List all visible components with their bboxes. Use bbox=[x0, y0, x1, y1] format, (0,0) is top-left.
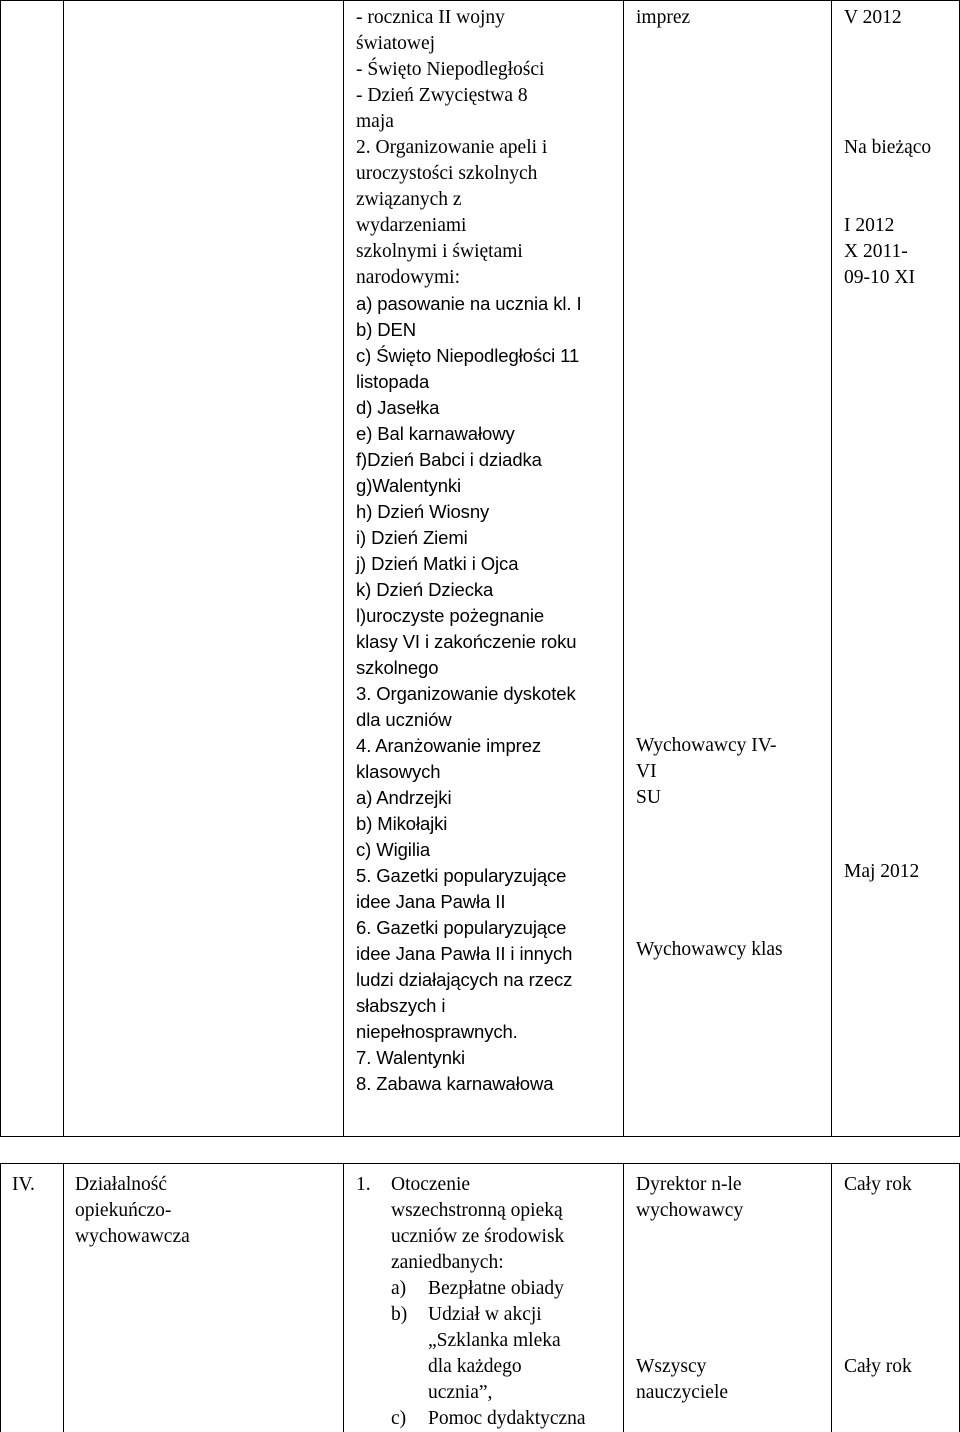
term-line: Maj 2012 bbox=[844, 861, 920, 882]
task-line: b) Mikołajki bbox=[356, 813, 448, 834]
sub-item-marker: b) bbox=[391, 1304, 408, 1325]
task-line: d) Jasełka bbox=[356, 397, 440, 418]
sub-item-line: Bezpłatne obiady bbox=[428, 1278, 564, 1299]
responsible-line: wychowawcy bbox=[636, 1200, 744, 1221]
upper-table-col-area bbox=[63, 0, 344, 1137]
task-line: maja bbox=[356, 111, 394, 132]
item-number: 1. bbox=[356, 1174, 371, 1195]
area-line: Działalność bbox=[75, 1174, 168, 1195]
task-line: idee Jana Pawła II i innych bbox=[356, 943, 573, 964]
term-line: Cały rok bbox=[844, 1356, 912, 1377]
task-line: j) Dzień Matki i Ojca bbox=[356, 553, 519, 574]
task-line: i) Dzień Ziemi bbox=[356, 527, 468, 548]
task-line: klasy VI i zakończenie roku bbox=[356, 631, 577, 652]
sub-item-marker: c) bbox=[391, 1408, 407, 1429]
term-line: I 2012 bbox=[844, 215, 895, 236]
task-line: a) Andrzejki bbox=[356, 787, 452, 808]
task-line: klasowych bbox=[356, 761, 441, 782]
area-line: opiekuńczo- bbox=[75, 1200, 172, 1221]
task-line: h) Dzień Wiosny bbox=[356, 501, 490, 522]
task-line: światowej bbox=[356, 33, 436, 54]
task-line: - Dzień Zwycięstwa 8 bbox=[356, 85, 528, 106]
task-line: niepełnosprawnych. bbox=[356, 1021, 518, 1042]
sub-item-line: Udział w akcji bbox=[428, 1304, 542, 1325]
item-line: wszechstronną opieką bbox=[391, 1200, 563, 1221]
responsible-line: Wychowawcy IV- bbox=[636, 735, 777, 756]
responsible-line: Wszyscy bbox=[636, 1356, 707, 1377]
item-line: Otoczenie bbox=[391, 1174, 471, 1195]
item-line: uczniów ze środowisk bbox=[391, 1226, 565, 1247]
sub-item-line: „Szklanka mleka bbox=[428, 1330, 561, 1351]
task-line: 2. Organizowanie apeli i bbox=[356, 137, 548, 158]
task-line: słabszych i bbox=[356, 995, 446, 1016]
lower-table-col-term bbox=[831, 1163, 960, 1432]
task-line: c) Święto Niepodległości 11 bbox=[356, 345, 580, 366]
sub-item-line: dla każdego bbox=[428, 1356, 522, 1377]
term-line: V 2012 bbox=[844, 7, 902, 28]
term-line: Cały rok bbox=[844, 1174, 912, 1195]
upper-table-col-term bbox=[831, 0, 960, 1137]
term-line: 09-10 XI bbox=[844, 267, 915, 288]
task-line: c) Wigilia bbox=[356, 839, 431, 860]
term-line: X 2011- bbox=[844, 241, 908, 262]
responsible-line: nauczyciele bbox=[636, 1382, 729, 1403]
upper-table-col-responsible bbox=[623, 0, 832, 1137]
task-line: b) DEN bbox=[356, 319, 417, 340]
task-line: dla uczniów bbox=[356, 709, 452, 730]
upper-table-col-number bbox=[0, 0, 64, 1137]
task-line: szkolnymi i świętami bbox=[356, 241, 523, 262]
task-line: - rocznica II wojny bbox=[356, 7, 505, 28]
sub-item-marker: a) bbox=[391, 1278, 407, 1299]
task-line: szkolnego bbox=[356, 657, 439, 678]
task-line: uroczystości szkolnych bbox=[356, 163, 538, 184]
sub-item-line: ucznia”, bbox=[428, 1382, 493, 1403]
task-line: 3. Organizowanie dyskotek bbox=[356, 683, 576, 704]
responsible-line: VI bbox=[636, 761, 657, 782]
task-line: 5. Gazetki popularyzujące bbox=[356, 865, 567, 886]
task-line: l)uroczyste pożegnanie bbox=[356, 605, 545, 626]
task-line: związanych z bbox=[356, 189, 462, 210]
task-line: 8. Zabawa karnawałowa bbox=[356, 1073, 554, 1094]
task-line: listopada bbox=[356, 371, 430, 392]
row-number: IV. bbox=[12, 1174, 35, 1195]
task-line: 7. Walentynki bbox=[356, 1047, 466, 1068]
item-line: zaniedbanych: bbox=[391, 1252, 504, 1273]
responsible-line: Dyrektor n-le bbox=[636, 1174, 742, 1195]
task-line: idee Jana Pawła II bbox=[356, 891, 506, 912]
lower-table-col-number bbox=[0, 1163, 64, 1432]
responsible-line: SU bbox=[636, 787, 661, 808]
term-line: Na bieżąco bbox=[844, 137, 932, 158]
task-line: f)Dzień Babci i dziadka bbox=[356, 449, 542, 470]
task-line: g)Walentynki bbox=[356, 475, 462, 496]
task-line: 6. Gazetki popularyzujące bbox=[356, 917, 567, 938]
responsible-top: imprez bbox=[636, 7, 691, 28]
task-line: - Święto Niepodległości bbox=[356, 59, 545, 80]
area-line: wychowawcza bbox=[75, 1226, 190, 1247]
task-line: e) Bal karnawałowy bbox=[356, 423, 515, 444]
task-line: narodowymi: bbox=[356, 267, 460, 288]
responsible-bottom: Wychowawcy klas bbox=[636, 939, 783, 960]
task-line: k) Dzień Dziecka bbox=[356, 579, 494, 600]
sub-item-line: Pomoc dydaktyczna bbox=[428, 1408, 586, 1429]
task-line: ludzi działających na rzecz bbox=[356, 969, 573, 990]
task-line: a) pasowanie na ucznia kl. I bbox=[356, 293, 582, 314]
task-line: 4. Aranżowanie imprez bbox=[356, 735, 542, 756]
task-line: wydarzeniami bbox=[356, 215, 467, 236]
